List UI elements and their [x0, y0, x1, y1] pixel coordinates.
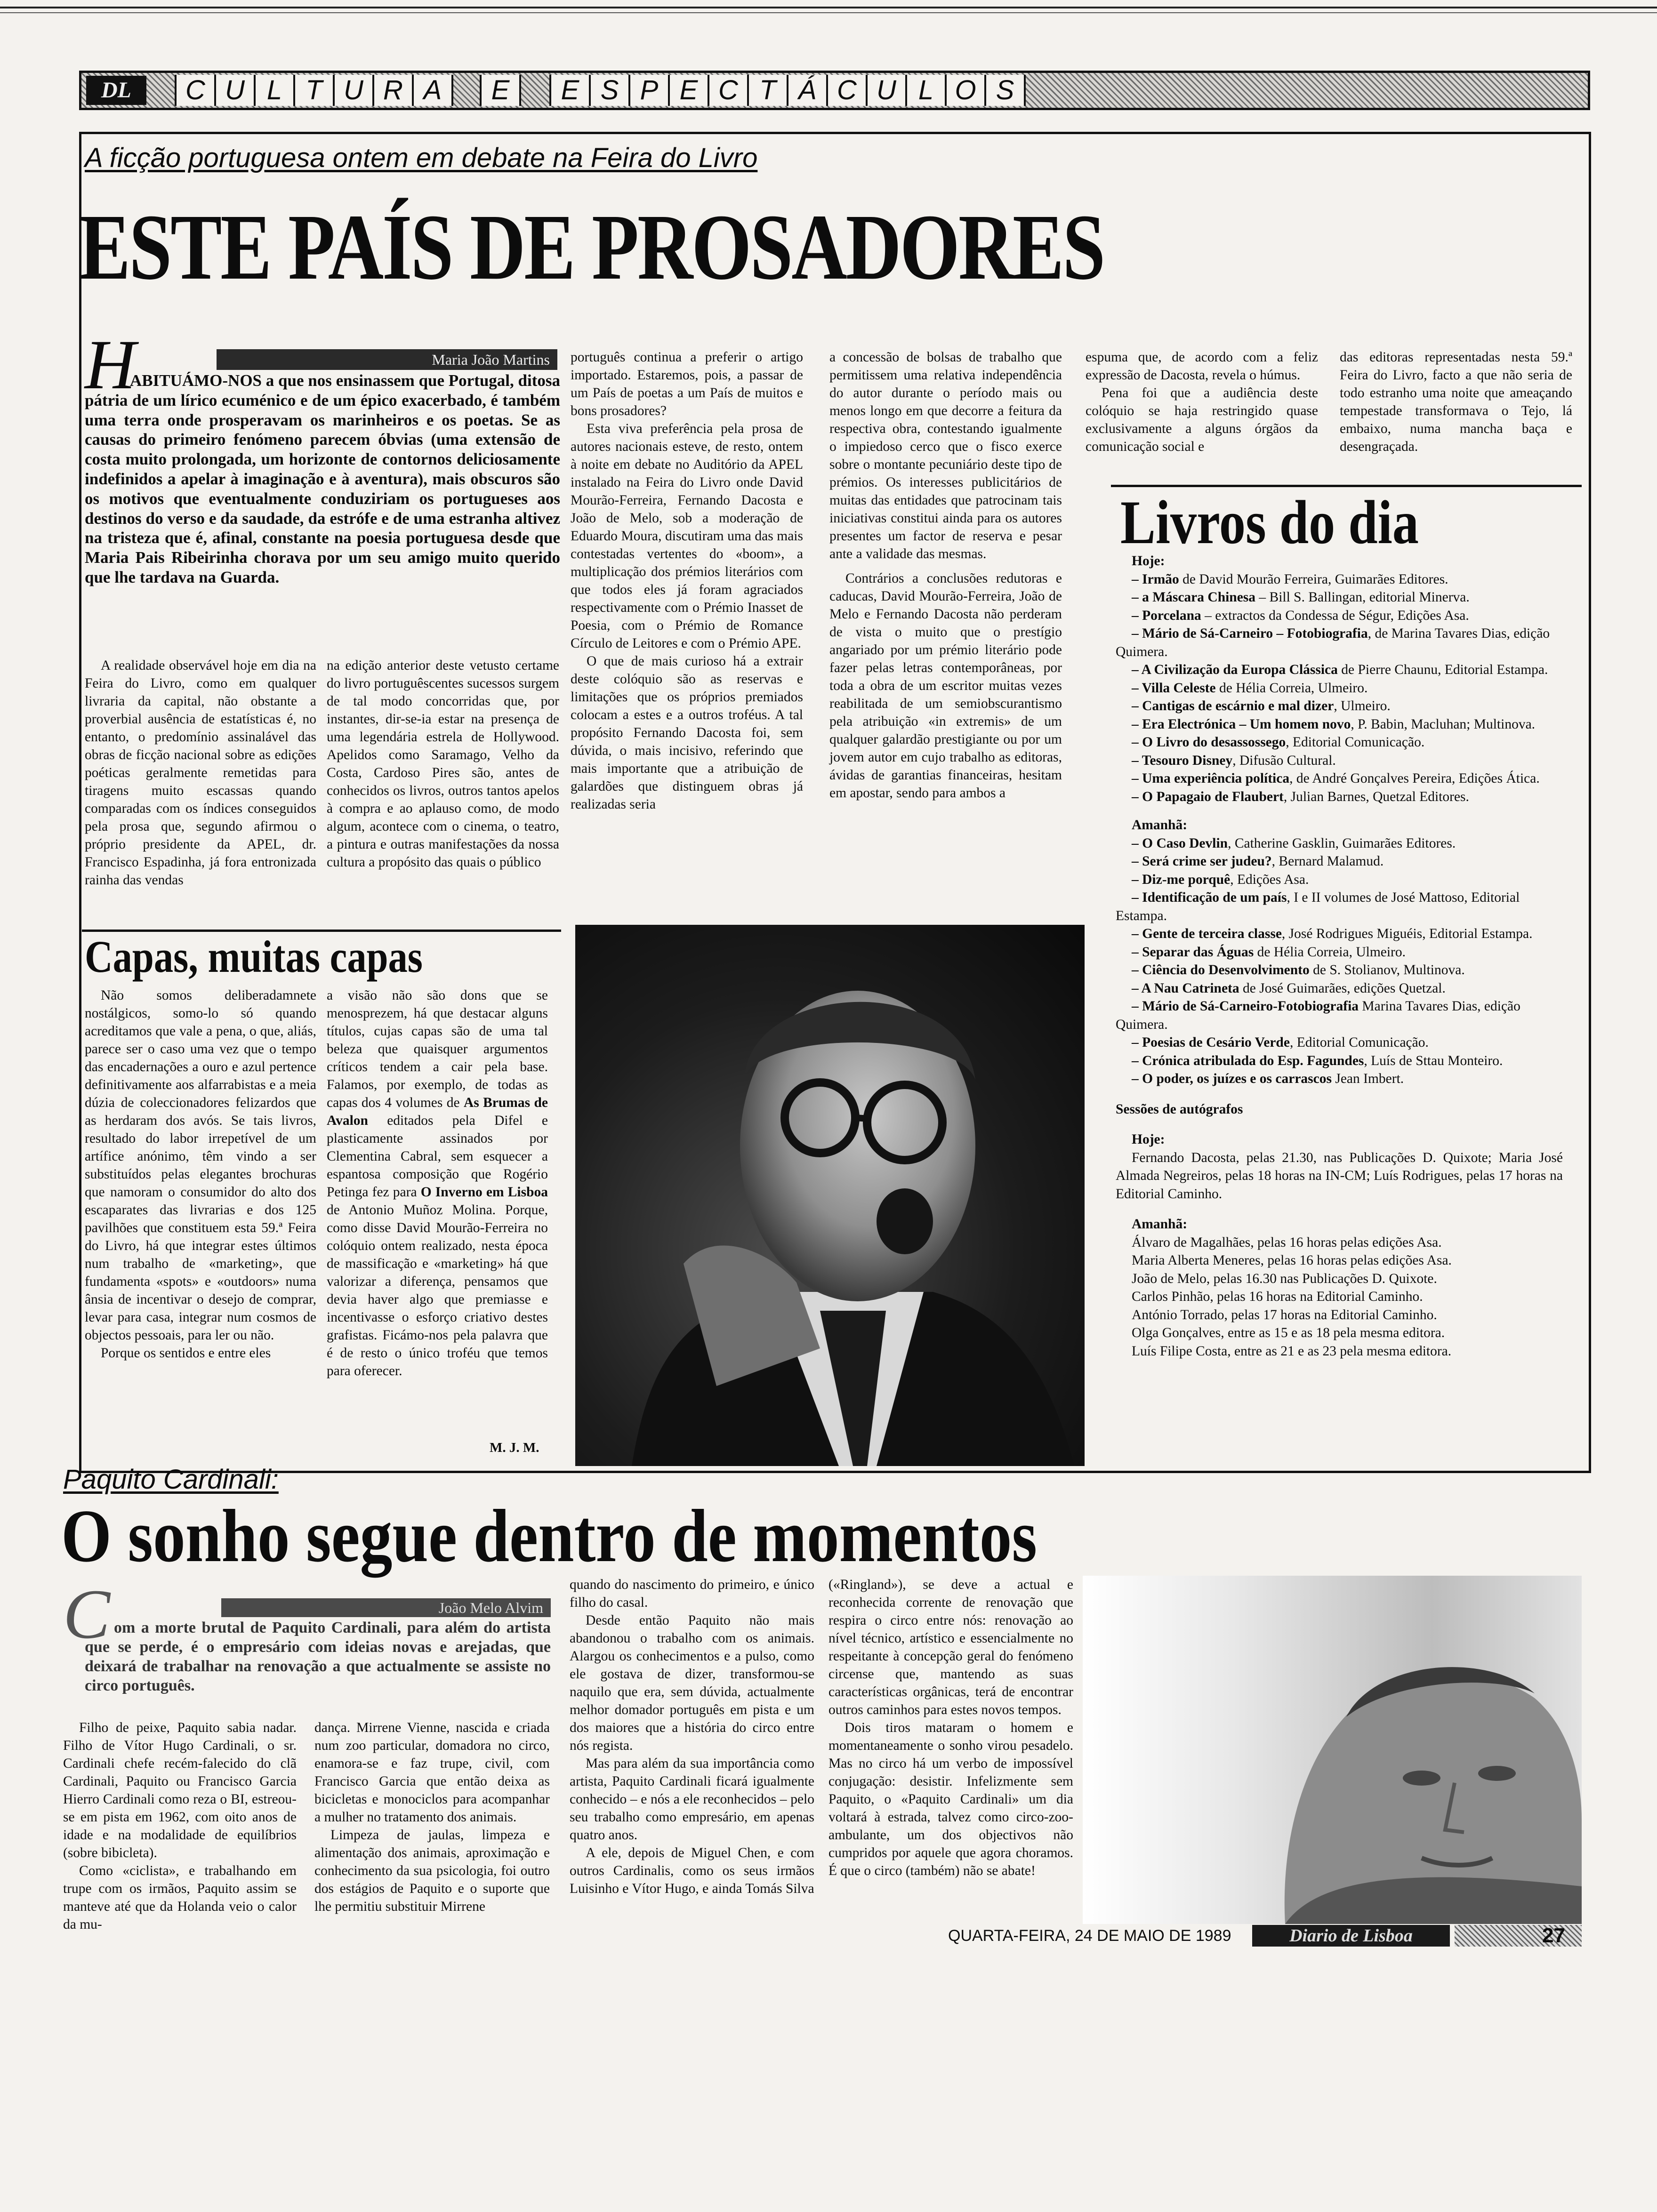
- lead-paragraph-2: [85, 1618, 551, 1695]
- lead-text: ABITUÁMO-NOS a que nos ensinassem que Portugal, ditosa pátria de um lírico ecuménico e de um épico exacerbado, é também uma terra onde prosperavam os marinheiros e os poetas. Se as causas do primeiro fenómeno parecem óbvias (uma extensão de costa muito prolongada, um horizonte de contornos deliciosamente indefinidos a apelar à imaginação e à aventura), mais obscuros são os motivos que eventualmente conduziriam os portugueses aos destinos do verso e da saudade, da estrófe e de uma estranha altivez na tristeza que é, afinal, constante na poesia portuguesa desde que Maria Pais Ribeirinha chorava por um seu amigo muito querido que lhe tardava na Guarda.: [85, 371, 560, 586]
- tomorrow-label: Amanhã:: [1132, 817, 1188, 833]
- byline-bar: [217, 349, 557, 370]
- paragraph: dança. Mirrene Vienne, nascida e criada num zoo particular, domadora no circo, enamora-se e faz trupe, civil, com Francisco Garcia que então deixa as bicicletas e monociclos para acompanhar a mulher no tratamento dos animais.: [314, 1720, 550, 1825]
- list-item: António Torrado, pelas 17 horas na Editorial Caminho.: [1132, 1307, 1437, 1322]
- section-letter: E: [549, 75, 591, 106]
- list-item: – Era Electrónica – Um homem novo, P. Babin, Macluhan; Multinova.: [1132, 716, 1536, 732]
- a1-col4: [829, 348, 1062, 802]
- list-item: Maria Alberta Meneres, pelas 16 horas pelas edições Asa.: [1132, 1253, 1452, 1268]
- section-letter: E: [668, 75, 709, 106]
- paragraph: Não somos deliberadamnete nostálgicos, somo-lo só quando acreditamos que vale a pena, o que, aliás, parece ser o caso uma vez que o tempo das encadernações a ouro e azul pertence definitivamente aos alfarrabistas e a meia dúzia de coleccionadores felizardos que as herdaram dos avós. Se tais livros, resultado do labor irrepetível de um artífice anónimo, têm vindo a ser substituídos pelas elegantes brochuras que namoram o consumidor do alto dos escaparates das livrarias e dos 125 pavilhões que constituem esta 59.ª Feira do Livro, há que integrar estes últimos num trabalho de «marketing», que fundamenta «spots» e «outdoors» numa ânsia de incentivar o desejo de comprar, levar para casa, integrar num cosmos de objectos pessoais, para ler ou não.: [85, 988, 316, 1343]
- capas-col2: [327, 986, 548, 1380]
- list-item: – Será crime ser judeu?, Bernard Malamud.: [1132, 854, 1384, 869]
- lead-text-2: om a morte brutal de Paquito Cardinali, para além do artista que se perde, é o empresário com ideias novas e arejadas, que deixará de trabalhar na renovação a que actualmente se assiste no circo português.: [85, 1619, 551, 1694]
- paragraph: Mas para além da sua importância como artista, Paquito Cardinali ficará igualmente conhecido – e nós a ele reconhecidos – pelo seu trabalho como empresário, em apenas quatro anos.: [570, 1756, 814, 1843]
- page-number: 27: [1542, 1924, 1565, 1947]
- section-logo: DL: [86, 76, 146, 105]
- list-item: – Tesouro Disney, Difusão Cultural.: [1132, 753, 1336, 768]
- list-item: – Separar das Águas de Hélia Correia, Ulmeiro.: [1132, 944, 1406, 960]
- section-letter: L: [254, 75, 295, 106]
- article2-kicker: Paquito Cardinali:: [63, 1464, 279, 1495]
- capas-col1: [85, 986, 316, 1362]
- paragraph: a concessão de bolsas de trabalho que permitissem uma relativa independência do autor durante o período mais ou menos longo em que decorre a feitura da respectiva obra, contestando igualmente o impiedoso cerco que o fisco exerce sobre o montante pecuniário deste tipo de prémios. Os interesses publicitários de muitas das entidades que patrocinam tais iniciativas constitui ainda para os autores presentes um factor de reserva e pesar ante a validade das mesmas.: [829, 350, 1062, 561]
- a2-col1: [63, 1719, 297, 1933]
- list-item: – O Caso Devlin, Catherine Gasklin, Guimarães Editores.: [1132, 835, 1456, 851]
- paragraph: das editoras representadas nesta 59.ª Feira do Livro, facto a que não seria de todo estranho uma noite que ameaçando tempestade transformava o Tejo, lá embaixo, numa mancha baça e desengraçada.: [1340, 350, 1572, 454]
- list-item: – Mário de Sá-Carneiro – Fotobiografia, de Marina Tavares Dias, edição Quimera.: [1116, 626, 1550, 659]
- list-item: – Poesias de Cesário Verde, Editorial Comunicação.: [1132, 1035, 1429, 1050]
- portrait-figure-icon: [575, 925, 1085, 1466]
- list-item: – A Nau Catrineta de José Guimarães, edições Quetzal.: [1132, 980, 1446, 996]
- sess-tomorrow-label: Amanhã:: [1132, 1217, 1188, 1232]
- a1-col2: [327, 657, 559, 871]
- dropcap-2: C: [63, 1575, 111, 1653]
- article2-headline: O sonho segue dentro de momentos: [61, 1494, 1038, 1578]
- a1-col5: [1086, 348, 1318, 456]
- paragraph: Pena foi que a audiência deste colóquio se haja restringido quase exclusivamente a alguns órgãos da comunicação social e: [1086, 385, 1318, 454]
- list-item: – a Máscara Chinesa – Bill S. Ballingan, editorial Minerva.: [1132, 590, 1470, 605]
- list-item: Olga Gonçalves, entre as 15 e as 18 pela mesma editora.: [1132, 1325, 1445, 1340]
- paragraph: espuma que, de acordo com a feliz expressão de Dacosta, revela o húmus.: [1086, 350, 1318, 383]
- paragraph: a visão não são dons que se menosprezem, há que destacar alguns títulos, cujas capas são de uma tal beleza que quaisquer argumentos críticos tendem a cair pela base. Falamos, por exemplo, de todas as capas dos 4 volumes de As Brumas de Avalon editados pela Difel e plasticamente assinados por Clementina Cabral, sem esquecer a espantosa composição que Rogério Petinga fez para O Inverno em Lisboa de Antonio Muñoz Molina. Porque, como disse David Mourão-Ferreira no colóquio ontem realizado, nesta época de massificação e «marketing» há que valorizar a diferença, pensamos que devia haver algo que premiasse e incentivasse o esforço criativo destes grafistas. Ficámo-nos pela palavra que é de resto o único troféu que temos para oferecer.: [327, 988, 548, 1378]
- section-letter: C: [175, 75, 216, 106]
- sessions-title: Sessões de autógrafos: [1116, 1101, 1243, 1117]
- footer-date: QUARTA-FEIRA, 24 DE MAIO DE 1989: [948, 1927, 1231, 1945]
- a2-col3: [570, 1576, 814, 1898]
- list-item: – Ciência do Desenvolvimento de S. Stolianov, Multinova.: [1132, 962, 1465, 978]
- paragraph: Filho de peixe, Paquito sabia nadar. Filho de Vítor Hugo Cardinali, o sr. Cardinali chefe recém-falecido do clã Cardinali, Paquito ou Francisco Garcia Hierro Cardinali como reza o BI, estreou-se em pista em 1962, com oito anos de idade e na modalidade de equilíbrios (sobre bibicleta).: [63, 1720, 297, 1860]
- list-item: – Mário de Sá-Carneiro-Fotobiografia Marina Tavares Dias, edição Quimera.: [1116, 999, 1520, 1032]
- paragraph: O que de mais curioso há a extrair deste colóquio são as reservas e limitações que os próprios premiados colocam a estes e a outros troféus. A tal propósito Fernando Dacosta foi, sem dúvida, o mais incisivo, referindo que mais importante que a atribuição de galardões que distinguem obras já realizadas seria: [571, 654, 803, 812]
- paragraph: Como «ciclista», e trabalhando em trupe com os irmãos, Paquito assim se manteve até que da Holanda veio o calor da mu-: [63, 1863, 297, 1932]
- sess-today-label: Hoje:: [1132, 1132, 1165, 1147]
- section-letter: P: [628, 75, 670, 106]
- section-letter: L: [905, 75, 947, 106]
- list-item: – O Papagaio de Flaubert, Julian Barnes, Quetzal Editores.: [1132, 789, 1469, 804]
- list-item: – A Civilização da Europa Clássica de Pierre Chaunu, Editorial Estampa.: [1132, 662, 1548, 677]
- portrait-photo: [575, 925, 1085, 1466]
- capas-signature: M. J. M.: [490, 1440, 539, 1455]
- paragraph: quando do nascimento do primeiro, e único filho do casal.: [570, 1577, 814, 1610]
- list-item: – O Livro do desassossego, Editorial Comunicação.: [1132, 735, 1425, 750]
- paquito-photo: [1083, 1576, 1582, 1924]
- section-letter: A: [412, 75, 453, 106]
- list-item: – Uma experiência política, de André Gonçalves Pereira, Edições Ática.: [1132, 771, 1540, 786]
- masthead: Diario de Lisboa: [1252, 1925, 1450, 1947]
- list-item: – Irmão de David Mourão Ferreira, Guimarães Editores.: [1132, 571, 1448, 587]
- lead-paragraph: [85, 371, 560, 587]
- byline-author-2: João Melo Alvim: [438, 1599, 543, 1616]
- list-item: – O poder, os juízes e os carrascos Jean Imbert.: [1132, 1071, 1404, 1086]
- section-letter: U: [333, 75, 374, 106]
- paragraph: Limpeza de jaulas, limpeza e alimentação dos animais, aproximação e conhecimento da sua psicologia, foi outro dos estágios de Paquito e o suporte que lhe permitiu substituir Mirrene: [314, 1827, 550, 1914]
- list-item: – Crónica atribulada do Esp. Fagundes, Luís de Sttau Monteiro.: [1132, 1053, 1503, 1068]
- list-item: – Cantigas de escárnio e mal dizer, Ulmeiro.: [1132, 698, 1391, 713]
- headline: ESTE PAÍS DE PROSADORES: [79, 195, 1104, 299]
- a2-col2: [314, 1719, 550, 1915]
- list-item: João de Melo, pelas 16.30 nas Publicações D. Quixote.: [1132, 1271, 1437, 1286]
- paragraph: A ele, depois de Miguel Chen, e com outros Cardinalis, como os seus irmãos Luisinho e Vítor Hugo, e ainda Tomás Silva: [570, 1845, 814, 1896]
- a1-col6: [1340, 348, 1572, 456]
- tomorrow-list: [1116, 834, 1563, 1088]
- list-item: Luís Filipe Costa, entre as 21 e as 23 pela mesma editora.: [1132, 1343, 1452, 1359]
- section-letter: E: [480, 75, 521, 106]
- byline-author: Maria João Martins: [432, 351, 550, 368]
- section-letter: U: [866, 75, 907, 106]
- list-item: Carlos Pinhão, pelas 16 horas na Editorial Caminho.: [1132, 1289, 1423, 1304]
- livros-title: Livros do dia: [1120, 488, 1419, 557]
- list-item: – Porcelana – extractos da Condessa de Ségur, Edições Asa.: [1132, 608, 1469, 623]
- section-letter: T: [293, 75, 335, 106]
- article-kicker: A ficção portuguesa ontem em debate na Feira do Livro: [85, 143, 758, 173]
- today-label: Hoje:: [1132, 553, 1165, 569]
- livros-rule: [1111, 485, 1582, 487]
- list-item: Álvaro de Magalhães, pelas 16 horas pelas edições Asa.: [1132, 1234, 1442, 1250]
- list-item: – Identificação de um país, I e II volumes de José Mattoso, Editorial Estampa.: [1116, 890, 1520, 923]
- section-letter: C: [826, 75, 868, 106]
- paragraph: («Ringland»), se deve a actual e reconhecida corrente de renovação que respira o circo entre nós: renovação ao nível técnico, artístico e essencialmente no respeitante à concepção geral do fenómeno circense que, mantendo as suas características orgânicas, terá de encontrar outros caminhos para estes novos tempos.: [828, 1577, 1073, 1717]
- section-letter: S: [984, 75, 1026, 106]
- top-rule: [0, 7, 1657, 8]
- today-list: [1116, 570, 1563, 806]
- paragraph: português continua a preferir o artigo importado. Estaremos, pois, a passar de um País de poetas a um País de muitos e bons prosadores?: [571, 350, 803, 418]
- list-item: – Diz-me porquê, Edições Asa.: [1132, 872, 1309, 887]
- sess-today: Fernando Dacosta, pelas 21.30, nas Publicações D. Quixote; Maria José Almada Negreiros, pelas 18 horas na IN-CM; Luís Rodrigues, pelas 17 horas na Editorial Caminho.: [1116, 1150, 1563, 1202]
- top-rule-2: [0, 12, 1657, 13]
- list-item: – Gente de terceira classe, José Rodrigues Miguéis, Editorial Estampa.: [1132, 926, 1533, 941]
- a2-col4: [828, 1576, 1073, 1880]
- dropcap: H: [85, 326, 136, 404]
- capas-headline: Capas, muitas capas: [85, 931, 423, 982]
- section-title: [82, 72, 1024, 108]
- sess-tomorrow-list: [1116, 1234, 1563, 1361]
- paragraph: A realidade observável hoje em dia na Feira do Livro, como em qualquer livraria da capital, não obstante a proverbial ausência de estatísticas é, no entanto, o predomínio assinalável das obras de ficção nacional sobre as edições poéticas geralmente remetidas para tiragens muito escassas quando comparadas com os índices conseguidos pela prosa que, segundo afirmou o próprio presidente da APEL, dr. Francisco Espadinha, já fora entronizada rainha das vendas: [85, 658, 316, 888]
- paragraph: Porque os sentidos e entre eles: [101, 1346, 271, 1361]
- paragraph: na edição anterior deste vetusto certame do livro portuguêscentes sucessos surgem de tal modo concorridas que, por instantes, dir-se-ia estar na presença de uma legendária estrela de Hollywood. Apelidos como Saramago, Velho da Costa, Cardoso Pires são, antes de conhecidos os livros, outros tantos apelos à compra e ao aplauso como, de modo algum, acontece com o cinema, o teatro, a pintura e outras manifestações da nossa cultura a propósito das quais o público: [327, 658, 559, 870]
- section-letter: R: [372, 75, 414, 106]
- list-item: – Villa Celeste de Hélia Correia, Ulmeiro.: [1132, 680, 1368, 696]
- paragraph: Dois tiros mataram o homem e momentaneamente o sonho virou pesadelo. Mas no circo há um verbo de impossível conjugação: desistir. Infelizmente sem Paquito, o «Paquito Cardinali» um dia voltará à estrada, talvez como circo-zoo-ambulante, um dos objectivos não cumpridos por aquele que agora choramos. É que o circo (também) não se abate!: [828, 1720, 1073, 1878]
- a1-col3: [571, 348, 803, 813]
- section-letter: O: [945, 75, 986, 106]
- livros-list: [1116, 552, 1563, 1360]
- section-letter: U: [214, 75, 256, 106]
- paragraph: Contrários a conclusões redutoras e caducas, David Mourão-Ferreira, João de Melo e Fernando Dacosta não perderam de vista o muito que o prestígio angariado por um prémio literário pode fazer pelas letras contemporâneas, por toda a obra de um escritor muitas vezes reabilitada de um semiobscurantismo pela atribuição «in extremis» de um qualquer galardão prestigiante ou por um jovem autor em cujo trabalho as editoras, ávidas de garantias financeiras, hesitam em apostar, sendo para ambos a: [829, 571, 1062, 801]
- section-letter: Á: [787, 75, 828, 106]
- section-letter: C: [708, 75, 749, 106]
- paragraph: Esta viva preferência pela prosa de autores nacionais esteve, de resto, ontem à noite em debate no Auditório da APEL instalado na Feira do Livro onde David Mourão-Ferreira, Fernando Dacosta e João de Melo, sob a moderação de Eduardo Moura, discutiram uma das mais contestadas vertentes do «boom», a multiplicação dos prémios literários com que todos eles já foram agraciados respectivamente com o Prémio Inasset de Poesia, com o Prémio de Romance Círculo de Leitores e com o Prémio APE.: [571, 421, 803, 651]
- portrait-figure-icon: [1083, 1576, 1582, 1924]
- paragraph: Desde então Paquito não mais abandonou o trabalho com os animais. Alargou os conhecimentos e a pulso, como ele gostava de dizer, transformou-se naquilo que era, sem dúvida, actualmente melhor domador português em pista e um dos maiores que a história do circo entre nós regista.: [570, 1613, 814, 1753]
- a1-col1: [85, 657, 316, 889]
- section-letter: T: [747, 75, 788, 106]
- byline-bar-2: [221, 1598, 551, 1617]
- section-letter: S: [589, 75, 630, 106]
